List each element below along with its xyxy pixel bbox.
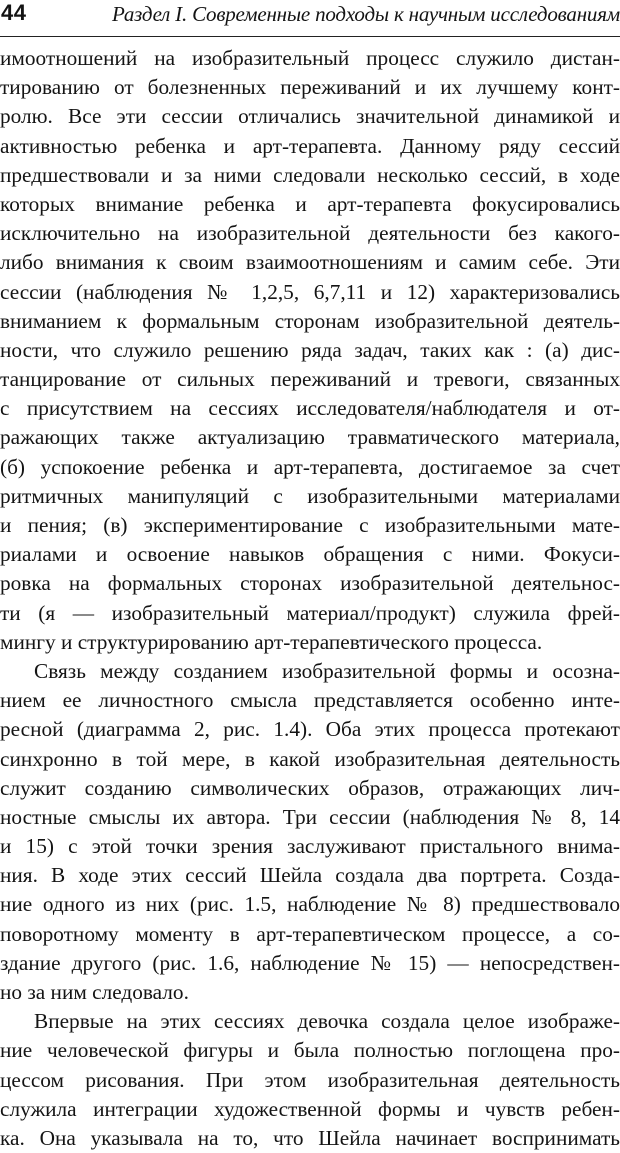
running-head: Раздел I. Современные подходы к научным исследованиям xyxy=(112,2,620,26)
text-line: тированию от болезненных переживаний и их лучшему конт- xyxy=(0,75,620,100)
text-line: активностью ребенка и арт-терапевта. Данному ряду сессий xyxy=(0,133,620,158)
text-line: нием ее личностного смысла представляется особенно инте- xyxy=(0,688,620,713)
text-line: ролю. Все эти сессии отличались значительной динамикой и xyxy=(0,104,620,129)
paragraph xyxy=(0,1007,620,1153)
text-line: здание другого (рис. 1.6, наблюдение № 15) — непосредствен- xyxy=(0,950,620,975)
text-line: имоотношений на изобразительный процесс служило дистан- xyxy=(0,46,620,70)
text-line: ресной (диаграмма 2, рис. 1.4). Оба этих процесса протекают xyxy=(0,717,620,742)
text-line: предшествовали и за ними следовали несколько сессий, в ходе xyxy=(0,162,620,187)
body-text xyxy=(0,44,620,1153)
text-line: Впервые на этих сессиях девочка создала целое изображе- xyxy=(34,1009,620,1034)
text-line: Связь между созданием изобразительной формы и осозна- xyxy=(34,658,620,683)
text-line: служила интеграции художественной формы и чувств ребен- xyxy=(0,1096,620,1121)
text-line: исключительно на изобразительной деятельности без какого- xyxy=(0,221,620,246)
text-line: либо внимания к своим взаимоотношениям и самим себе. Эти xyxy=(0,250,620,275)
text-line: ражающих также актуализацию травматического материала, xyxy=(0,425,620,450)
paragraph xyxy=(0,657,620,1007)
page-header xyxy=(0,0,620,40)
text-line: но за ним следовало. xyxy=(0,980,189,1004)
text-line: служит созданию символических образов, отражающих лич- xyxy=(0,775,620,800)
page-number: 44 xyxy=(1,0,27,25)
text-line: мингу и структурированию арт-терапевтического процесса. xyxy=(0,629,543,654)
text-line: риалами и освоение навыков обращения с ними. Фокуси- xyxy=(0,542,620,567)
text-line: ровка на формальных сторонах изобразительной деятельнос- xyxy=(0,571,620,596)
text-line: ка. Она указывала на то, что Шейла начинает воспринимать xyxy=(0,1125,620,1150)
text-line: с присутствием на сессиях исследователя/наблюдателя и от- xyxy=(0,396,620,421)
text-line: которых внимание ребенка и арт-терапевта фокусировались xyxy=(0,191,620,216)
text-line: цессом рисования. При этом изобразительная деятельность xyxy=(0,1067,620,1092)
text-line: и 15) с этой точки зрения заслуживают пристального внима- xyxy=(0,834,620,859)
text-line: поворотному моменту в арт-терапевтическом процессе, а со- xyxy=(0,921,620,946)
text-line: и пения; (в) экспериментирование с изобразительными мате- xyxy=(0,513,620,537)
text-line: сессии (наблюдения № 1,2,5, 6,7,11 и 12) характеризовались xyxy=(0,279,620,304)
text-line: ние одного из них (рис. 1.5, наблюдение № 8) предшествовало xyxy=(0,892,620,917)
text-line: ритмичных манипуляций с изобразительными материалами xyxy=(0,483,620,508)
text-line: танцирование от сильных переживаний и тревоги, связанных xyxy=(0,367,620,392)
text-line: (б) успокоение ребенка и арт-терапевта, достигаемое за счет xyxy=(0,454,620,479)
text-line: вниманием к формальным сторонам изобразительной деятель- xyxy=(0,308,620,333)
text-line: ния. В ходе этих сессий Шейла создала два портрета. Созда- xyxy=(0,863,620,888)
text-line: ние человеческой фигуры и была полностью поглощена про- xyxy=(0,1038,620,1063)
text-line: синхронно в той мере, в какой изобразительная деятельность xyxy=(0,746,620,771)
text-line: ностные смыслы их автора. Три сессии (наблюдения № 8, 14 xyxy=(0,804,620,829)
text-line: ти (я — изобразительный материал/продукт) служила фрей- xyxy=(0,600,620,625)
paragraph xyxy=(0,44,620,657)
text-line: ности, что служило решению ряда задач, таких как : (а) дис- xyxy=(0,337,620,362)
header-rule xyxy=(0,36,620,37)
